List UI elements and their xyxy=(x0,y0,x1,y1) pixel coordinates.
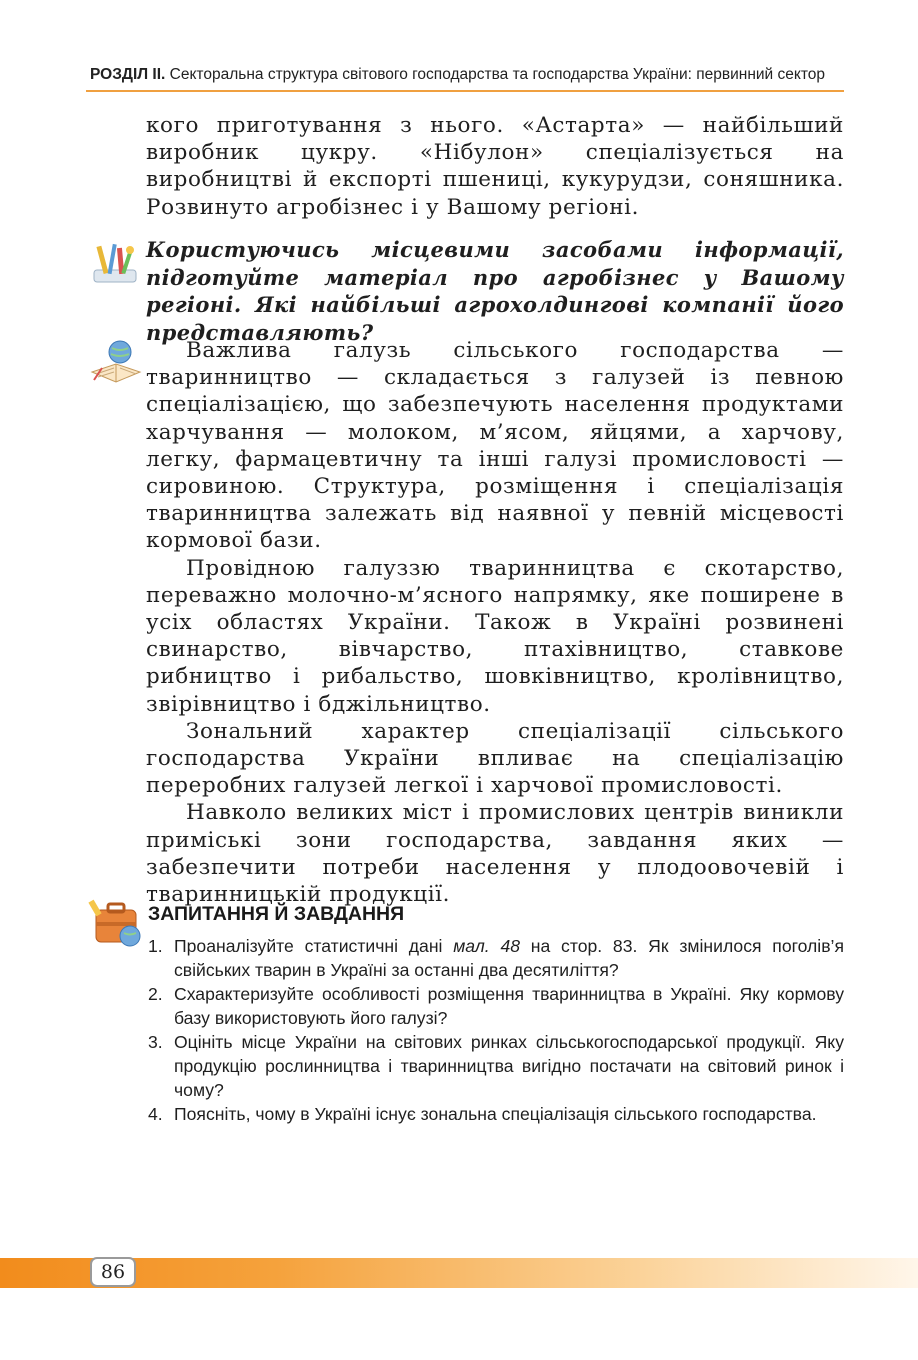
figure-reference: мал. 48 xyxy=(453,936,521,956)
question-text: Проаналізуйте статистичні дані мал. 48 на стор. 83. Як змінилося поголів’я свійських тварин в Україні за останні два десятиліття? xyxy=(174,936,844,980)
page-number: 86 xyxy=(90,1257,136,1287)
question-item xyxy=(148,934,844,982)
question-number: 2. xyxy=(148,984,163,1004)
footer-bar xyxy=(0,1258,918,1288)
intro-paragraph: кого приготування з нього. «Астарта» — найбільший виробник цукру. «Нібулон» спеціалізується на виробництві й експорті пшениці, кукурудзи, соняшника. Розвинуто агробізнес і у Вашому регіоні. xyxy=(146,113,844,220)
questions-list xyxy=(148,934,844,1126)
task-assignment: Користуючись місцевими засобами інформації, підготуйте матеріал про агробізнес у Вашому регіоні. Які найбільші агрохолдингові компанії його представляють? xyxy=(146,237,844,345)
briefcase-globe-icon xyxy=(88,896,146,954)
question-text: Поясніть, чому в Україні існує зональна спеціалізація сільського господарства. xyxy=(174,1104,817,1124)
question-number: 3. xyxy=(148,1032,163,1052)
paragraph-cattle: Провідною галуззю тваринництва є скотарство, переважно молочно-м’ясного напрямку, яке поширене в усіх областях України. Також в Україні розвинені свинарство, вівчарство, птахівництво, ставкове рибництво і рибальство, шовківництво, кролівництво, звірівництво і бджільництво. xyxy=(146,555,844,717)
questions-title: ЗАПИТАННЯ Й ЗАВДАННЯ xyxy=(148,903,405,925)
main-text xyxy=(146,337,844,908)
section-title: Секторальна структура світового господарства та господарства України: первинний сектор xyxy=(165,66,825,83)
paragraph-zonal: Зональний характер спеціалізації сільського господарства України впливає на спеціалізацію переробних галузей легкої і харчової промисловості. xyxy=(146,718,844,799)
task-stationery-icon xyxy=(90,240,140,290)
intro-text xyxy=(146,112,844,221)
question-text: Схарактеризуйте особливості розміщення тваринництва в Україні. Яку кормову базу використовують його галузі? xyxy=(174,984,844,1028)
question-number: 1. xyxy=(148,936,163,956)
paragraph-suburban: Навколо великих міст і промислових центрів виникли приміські зони господарства, завдання яких — забезпечити потреби населення у плодоовочевій і тваринницькій продукції. xyxy=(146,800,844,908)
paragraph-livestock: Важлива галузь сільського господарства — тваринництво — складається з галузей із певною спеціалізацією, що забезпечують населення продуктами харчування — молоком, м’ясом, яйцями, а харчову, легку, фармацевтичну та інші галузі промисловості — сировиною. Структура, розміщення і спеціалізація тваринництва залежать від наявної у певній місцевості кормової бази. xyxy=(146,338,844,554)
running-header xyxy=(90,66,842,84)
question-text: Оцініть місце України на світових ринках сільськогосподарської продукції. Яку продукцію рослинництва і тваринництва вигідно постачати на світовий ринок і чому? xyxy=(174,1032,844,1100)
question-number: 4. xyxy=(148,1104,163,1124)
header-divider xyxy=(86,90,844,92)
question-item xyxy=(148,1102,844,1126)
section-label: РОЗДІЛ ІІ. xyxy=(90,66,166,83)
open-book-globe-icon xyxy=(88,338,144,392)
question-item xyxy=(148,982,844,1030)
question-item xyxy=(148,1030,844,1102)
